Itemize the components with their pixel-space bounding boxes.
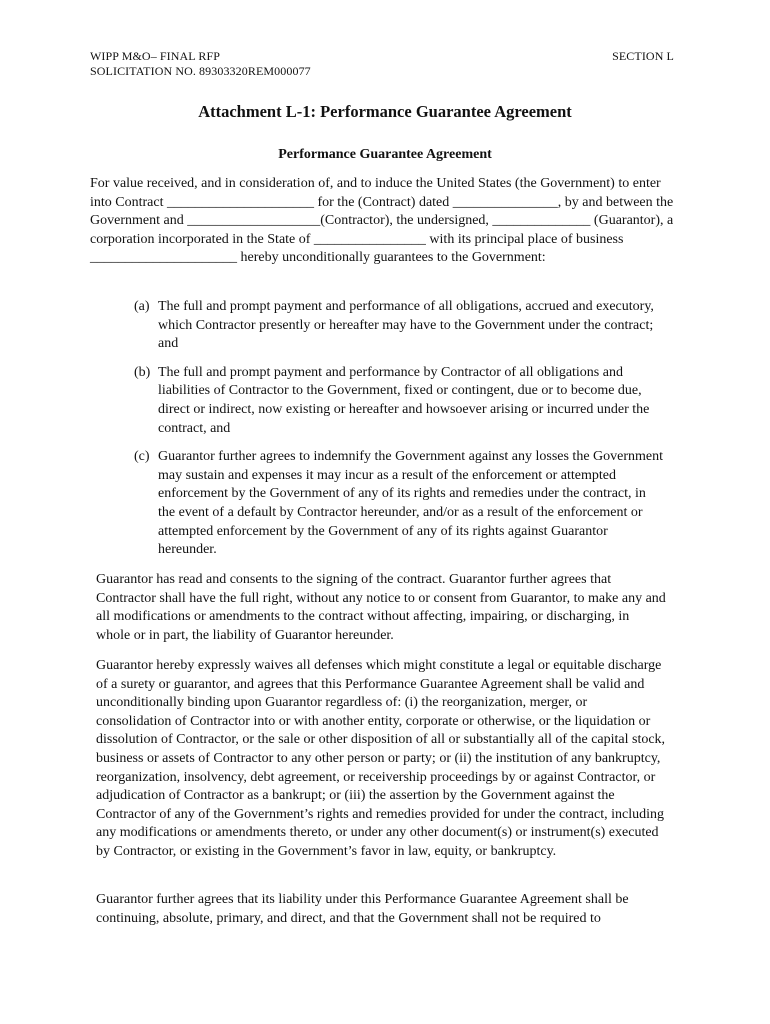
list-item-text: Guarantor further agrees to indemnify the Government against any losses the Government may sustain and expenses it may incur as a result of the enforcement or attempted enforcement by the Government of any of its rights and remedies under the contract, in the event of a default by Contractor hereunder, and/or as a result of the enforcement or attempted enforcement by the Government of any of its rights against Guarantor hereunder.	[158, 449, 664, 558]
intro-paragraph: For value received, and in consideration of, and to induce the United States (the Government) to enter into Contract _____________________ for the (Contract) dated _______________, by and between the Government and ___________________(Contractor), the undersigned, ______________ (Guarantor), a corporation incorporated in the State of ________________ with its principal place of business _____________________ hereby unconditionally guarantees to the Government:	[90, 176, 674, 266]
list-marker: (c)	[134, 449, 150, 465]
liability-paragraph: Guarantor further agrees that its liability under this Performance Guarantee Agreement shall be continuing, absolute, primary, and direct, and that the Government shall not be required to	[96, 892, 629, 926]
list-marker: (a)	[134, 299, 150, 314]
consent-paragraph: Guarantor has read and consents to the signing of the contract. Guarantor further agrees that Contractor shall have the full right, without any notice to or consent from Guarantor, to make any and all modifications or amendments to the contract without affecting, impairing, or discharging, in whole or in part, the liability of Guarantor hereunder.	[96, 572, 666, 643]
document-header-left	[90, 49, 311, 79]
guarantee-list	[134, 298, 664, 560]
section-label: SECTION L	[612, 49, 674, 63]
list-item-text: The full and prompt payment and performance by Contractor of all obligations and liabilities of Contractor to the Government, fixed or contingent, due or to become due, direct or indirect, now existing or hereafter and howsoever arising or incurred under the contract, and	[158, 364, 650, 436]
list-item-text: The full and prompt payment and performance of all obligations, accrued and executory, which Contractor presently or hereafter may have to the Government under the contract; and	[158, 299, 654, 352]
rfp-name: WIPP M&O– FINAL RFP	[90, 49, 221, 63]
solicitation-number: SOLICITATION NO. 89303320REM000077	[90, 64, 311, 78]
waiver-paragraph: Guarantor hereby expressly waives all defenses which might constitute a legal or equitable discharge of a surety or guarantor, and agrees that this Performance Guarantee Agreement shall be valid and unconditionally binding upon Guarantor regardless of: (i) the reorganization, merger, or consolidation of Contractor into or with another entity, corporate or otherwise, or the liquidation or dissolution of Contractor, or the sale or other disposition of all or substantially all of the capital stock, business or assets of Contractor to any other person or party; or (ii) the institution of any bankruptcy, reorganization, insolvency, debt agreement, or receivership proceedings by or against Contractor, or adjudication of Contractor as a bankrupt; or (iii) the assertion by the Government against the Contractor of any of the Government’s rights and remedies provided for under the contract, including any modifications or amendments thereto, or under any other document(s) or instrument(s) executed by Contractor, or existing in the Government’s favor in law, equity, or bankruptcy.	[96, 658, 666, 859]
agreement-subtitle: Performance Guarantee Agreement	[278, 147, 492, 162]
list-item	[134, 364, 664, 438]
list-item	[134, 448, 664, 560]
list-marker: (b)	[134, 364, 151, 380]
document-title: Attachment L-1: Performance Guarantee Agreement	[198, 102, 572, 121]
list-item	[134, 298, 664, 354]
